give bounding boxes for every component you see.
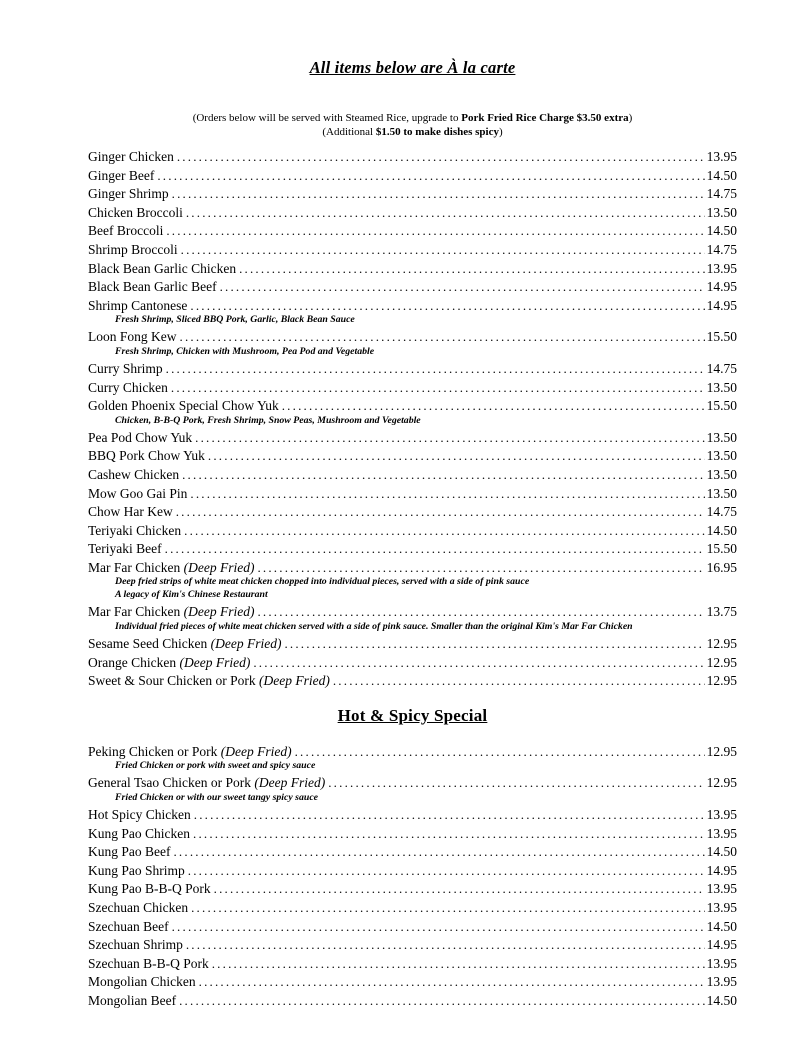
subtitle-line-2 <box>88 126 737 140</box>
menu-item-name: Chow Har Kew <box>88 504 173 520</box>
dot-leader <box>157 167 704 186</box>
dot-leader <box>328 774 704 793</box>
section-heading-hot-spicy: Hot & Spicy Special <box>337 705 488 725</box>
menu-item-price: 14.95 <box>706 937 737 953</box>
section-hot-spicy-special <box>88 743 737 1011</box>
menu-item-name: Kung Pao Shrimp <box>88 862 185 878</box>
menu-item-row <box>88 559 737 578</box>
menu-item-note: Chicken, B-B-Q Pork, Fresh Shrimp, Snow Peas, Mushroom and Vegetable <box>115 414 421 426</box>
menu-item-name: Golden Phoenix Special Chow Yuk <box>88 398 279 414</box>
menu-item-name: Black Bean Garlic Chicken <box>88 260 237 276</box>
dot-leader <box>190 485 704 504</box>
dot-leader <box>165 540 705 559</box>
menu-item-deep-fried-label: (Deep Fried) <box>183 559 255 575</box>
menu-item-row <box>88 429 737 448</box>
dot-leader <box>188 862 705 881</box>
menu-item-name: Chicken Broccoli <box>88 204 183 220</box>
menu-item-name: Shrimp Cantonese <box>88 297 188 313</box>
menu-item-name: Sweet & Sour Chicken or Pork (Deep Fried) <box>88 673 330 689</box>
menu-item-note: Fried Chicken or pork with sweet and spicy sauce <box>115 760 316 772</box>
menu-item-row <box>88 825 737 844</box>
menu-item-name: Curry Shrimp <box>88 360 163 376</box>
menu-item-name: Peking Chicken or Pork (Deep Fried) <box>88 743 292 759</box>
menu-item-price: 13.95 <box>706 974 737 990</box>
menu-item-price: 13.95 <box>706 807 737 823</box>
menu-item-row <box>88 360 737 379</box>
dot-leader <box>179 992 705 1011</box>
dot-leader <box>171 379 705 398</box>
dot-leader <box>194 806 705 825</box>
menu-item-name: Teriyaki Beef <box>88 541 162 557</box>
menu-item-name: General Tsao Chicken or Pork (Deep Fried) <box>88 775 326 791</box>
menu-item-price: 13.95 <box>706 955 737 971</box>
subtitle-line-1 <box>88 112 737 126</box>
menu-item-name: Ginger Chicken <box>88 149 174 164</box>
menu-item-price: 13.75 <box>706 604 737 620</box>
menu-item-name: Pea Pod Chow Yuk <box>88 429 193 445</box>
menu-item-name: Ginger Shrimp <box>88 186 169 202</box>
menu-item-row <box>88 603 737 622</box>
menu-item-price: 12.95 <box>706 743 737 759</box>
menu-item-price: 15.50 <box>706 398 737 414</box>
menu-item-name: Mar Far Chicken (Deep Fried) <box>88 559 255 575</box>
menu-item-note: Fried Chicken or with our sweet tangy spicy sauce <box>115 792 319 804</box>
dot-leader <box>282 397 705 416</box>
menu-item-row <box>88 278 737 297</box>
menu-item-price: 15.50 <box>706 329 737 345</box>
menu-item-price: 14.75 <box>706 360 737 376</box>
menu-item-price: 12.95 <box>706 654 737 670</box>
menu-item-name: Beef Broccoli <box>88 223 164 239</box>
menu-item-name: Kung Pao Chicken <box>88 825 190 841</box>
menu-item-row <box>88 241 737 260</box>
menu-item-row <box>88 918 737 937</box>
subtitle-2-bold: $1.50 to make dishes spicy <box>375 125 499 138</box>
dot-leader <box>191 899 705 918</box>
dot-leader <box>182 466 705 485</box>
dot-leader <box>220 278 705 297</box>
menu-item-price: 13.50 <box>706 204 737 220</box>
menu-item-note: Fresh Shrimp, Chicken with Mushroom, Pea Pod and Vegetable <box>115 345 375 357</box>
menu-item-row <box>88 522 737 541</box>
dot-leader <box>190 297 704 316</box>
menu-item-row <box>88 485 737 504</box>
menu-item-price: 14.50 <box>706 223 737 239</box>
dot-leader <box>295 743 705 762</box>
dot-leader <box>186 936 705 955</box>
menu-item-row <box>88 880 737 899</box>
menu-item-row <box>88 992 737 1011</box>
menu-item-price: 13.50 <box>706 466 737 482</box>
menu-item-name: Mow Goo Gai Pin <box>88 485 188 501</box>
menu-item-price: 12.95 <box>706 775 737 791</box>
menu-item-price: 12.95 <box>706 673 737 689</box>
menu-item-row <box>88 843 737 862</box>
dot-leader <box>177 148 705 167</box>
menu-item-row <box>88 328 737 347</box>
menu-item-deep-fried-label: (Deep Fried) <box>259 673 330 689</box>
menu-item-name: Kung Pao B-B-Q Pork <box>88 881 211 897</box>
menu-item-row <box>88 973 737 992</box>
menu-item-name: Szechuan Chicken <box>88 900 189 915</box>
menu-item-name: Teriyaki Chicken <box>88 522 182 538</box>
menu-item-row <box>88 397 737 416</box>
dot-leader <box>284 635 704 654</box>
menu-item-price: 13.50 <box>706 429 737 445</box>
menu-item-name: Ginger Beef <box>88 167 155 183</box>
menu-item-row <box>88 936 737 955</box>
menu-item-price: 15.50 <box>706 541 737 557</box>
menu-item-row <box>88 743 737 762</box>
menu-item-deep-fried-label: (Deep Fried) <box>254 775 326 791</box>
menu-item-row <box>88 899 737 918</box>
menu-item-row <box>88 167 737 186</box>
menu-item-row <box>88 774 737 793</box>
dot-leader <box>333 672 705 691</box>
menu-item-row <box>88 806 737 825</box>
menu-item-row <box>88 447 737 466</box>
subtitle-1-prefix: (Orders below will be served with Steamed Rice, upgrade to <box>192 112 462 124</box>
menu-item-row <box>88 540 737 559</box>
menu-item-note: A legacy of Kim's Chinese Restaurant <box>115 589 268 601</box>
dot-leader <box>172 185 705 204</box>
subtitle-2-prefix: (Additional <box>322 125 376 138</box>
menu-item-price: 13.95 <box>706 260 737 276</box>
menu-item-name: Szechuan Beef <box>88 918 169 934</box>
menu-item-price: 13.50 <box>706 485 737 501</box>
menu-item-price: 13.95 <box>706 881 737 897</box>
menu-item-note: Individual fried pieces of white meat chicken served with a side of pink sauce. Smaller than the original Kim's Mar Far Chicken <box>115 621 633 633</box>
dot-leader <box>176 503 705 522</box>
dot-leader <box>173 843 704 862</box>
menu-item-price: 14.95 <box>706 862 737 878</box>
menu-item-deep-fried-label: (Deep Fried) <box>210 636 282 652</box>
dot-leader <box>166 360 705 379</box>
menu-item-row <box>88 260 737 279</box>
menu-item-name: Hot Spicy Chicken <box>88 807 191 823</box>
menu-item-price: 14.75 <box>706 186 737 202</box>
dot-leader <box>239 260 705 279</box>
menu-item-name: Szechuan B-B-Q Pork <box>88 955 209 971</box>
menu-item-name: Sesame Seed Chicken (Deep Fried) <box>88 636 282 652</box>
menu-item-name: BBQ Pork Chow Yuk <box>88 448 205 464</box>
menu-item-deep-fried-label: (Deep Fried) <box>220 743 292 759</box>
menu-item-deep-fried-label: (Deep Fried) <box>179 654 251 670</box>
subtitle-1-suffix: ) <box>628 112 633 124</box>
section-a-la-carte <box>88 148 737 691</box>
menu-item-price: 14.50 <box>706 992 737 1008</box>
menu-item-name: Shrimp Broccoli <box>88 241 178 257</box>
dot-leader <box>257 559 704 578</box>
menu-item-row <box>88 204 737 223</box>
menu-item-row <box>88 862 737 881</box>
page-title: All items below are À la carte <box>309 58 516 77</box>
menu-item-name: Kung Pao Beef <box>88 844 171 860</box>
menu-item-note: Deep fried strips of white meat chicken chopped into individual pieces, served with a side of pink sauce <box>115 576 530 588</box>
menu-item-name: Black Bean Garlic Beef <box>88 279 217 295</box>
menu-item-price: 13.95 <box>706 825 737 841</box>
dot-leader <box>180 328 705 347</box>
dot-leader <box>212 955 705 974</box>
menu-item-price: 14.50 <box>706 918 737 934</box>
dot-leader <box>186 204 705 223</box>
dot-leader <box>257 603 704 622</box>
menu-item-row <box>88 672 737 691</box>
menu-item-price: 13.50 <box>706 379 737 395</box>
menu-item-name: Mar Far Chicken (Deep Fried) <box>88 604 255 620</box>
dot-leader <box>166 222 704 241</box>
menu-item-row <box>88 654 737 673</box>
subtitle-2-suffix: ) <box>498 125 503 138</box>
menu-item-price: 14.95 <box>706 279 737 295</box>
menu-item-deep-fried-label: (Deep Fried) <box>183 604 255 620</box>
dot-leader <box>181 241 705 260</box>
menu-item-price: 14.75 <box>706 504 737 520</box>
menu-item-name: Mongolian Chicken <box>88 974 196 990</box>
dot-leader <box>184 522 704 541</box>
menu-item-price: 13.50 <box>706 448 737 464</box>
menu-item-price: 14.75 <box>706 241 737 257</box>
dot-leader <box>195 429 704 448</box>
menu-item-row <box>88 297 737 316</box>
dot-leader <box>253 654 704 673</box>
menu-item-row <box>88 379 737 398</box>
menu-item-name: Curry Chicken <box>88 379 168 395</box>
dot-leader <box>208 447 705 466</box>
menu-item-price: 12.95 <box>706 636 737 652</box>
menu-item-name: Szechuan Shrimp <box>88 937 183 953</box>
menu-item-row <box>88 466 737 485</box>
menu-item-price: 14.50 <box>706 844 737 860</box>
dot-leader <box>214 880 705 899</box>
menu-item-name: Loon Fong Kew <box>88 329 177 345</box>
menu-item-row <box>88 503 737 522</box>
dot-leader <box>199 973 705 992</box>
menu-item-row <box>88 222 737 241</box>
menu-item-row <box>88 185 737 204</box>
menu-item-row <box>88 635 737 654</box>
menu-item-price: 16.95 <box>706 559 737 575</box>
menu-item-name: Orange Chicken (Deep Fried) <box>88 654 251 670</box>
menu-item-price: 13.95 <box>706 149 737 164</box>
menu-item-name: Mongolian Beef <box>88 992 177 1008</box>
menu-item-price: 14.50 <box>706 167 737 183</box>
menu-item-price: 14.50 <box>706 522 737 538</box>
menu-item-price: 14.95 <box>706 297 737 313</box>
dot-leader <box>193 825 705 844</box>
menu-item-price: 13.95 <box>706 900 737 915</box>
subtitle-1-bold: Pork Fried Rice Charge $3.50 extra <box>461 112 629 124</box>
menu-item-name: Cashew Chicken <box>88 466 180 482</box>
dot-leader <box>172 918 705 937</box>
menu-item-row <box>88 148 737 167</box>
menu-item-row <box>88 955 737 974</box>
menu-item-note: Fresh Shrimp, Sliced BBQ Pork, Garlic, Black Bean Sauce <box>115 314 355 326</box>
